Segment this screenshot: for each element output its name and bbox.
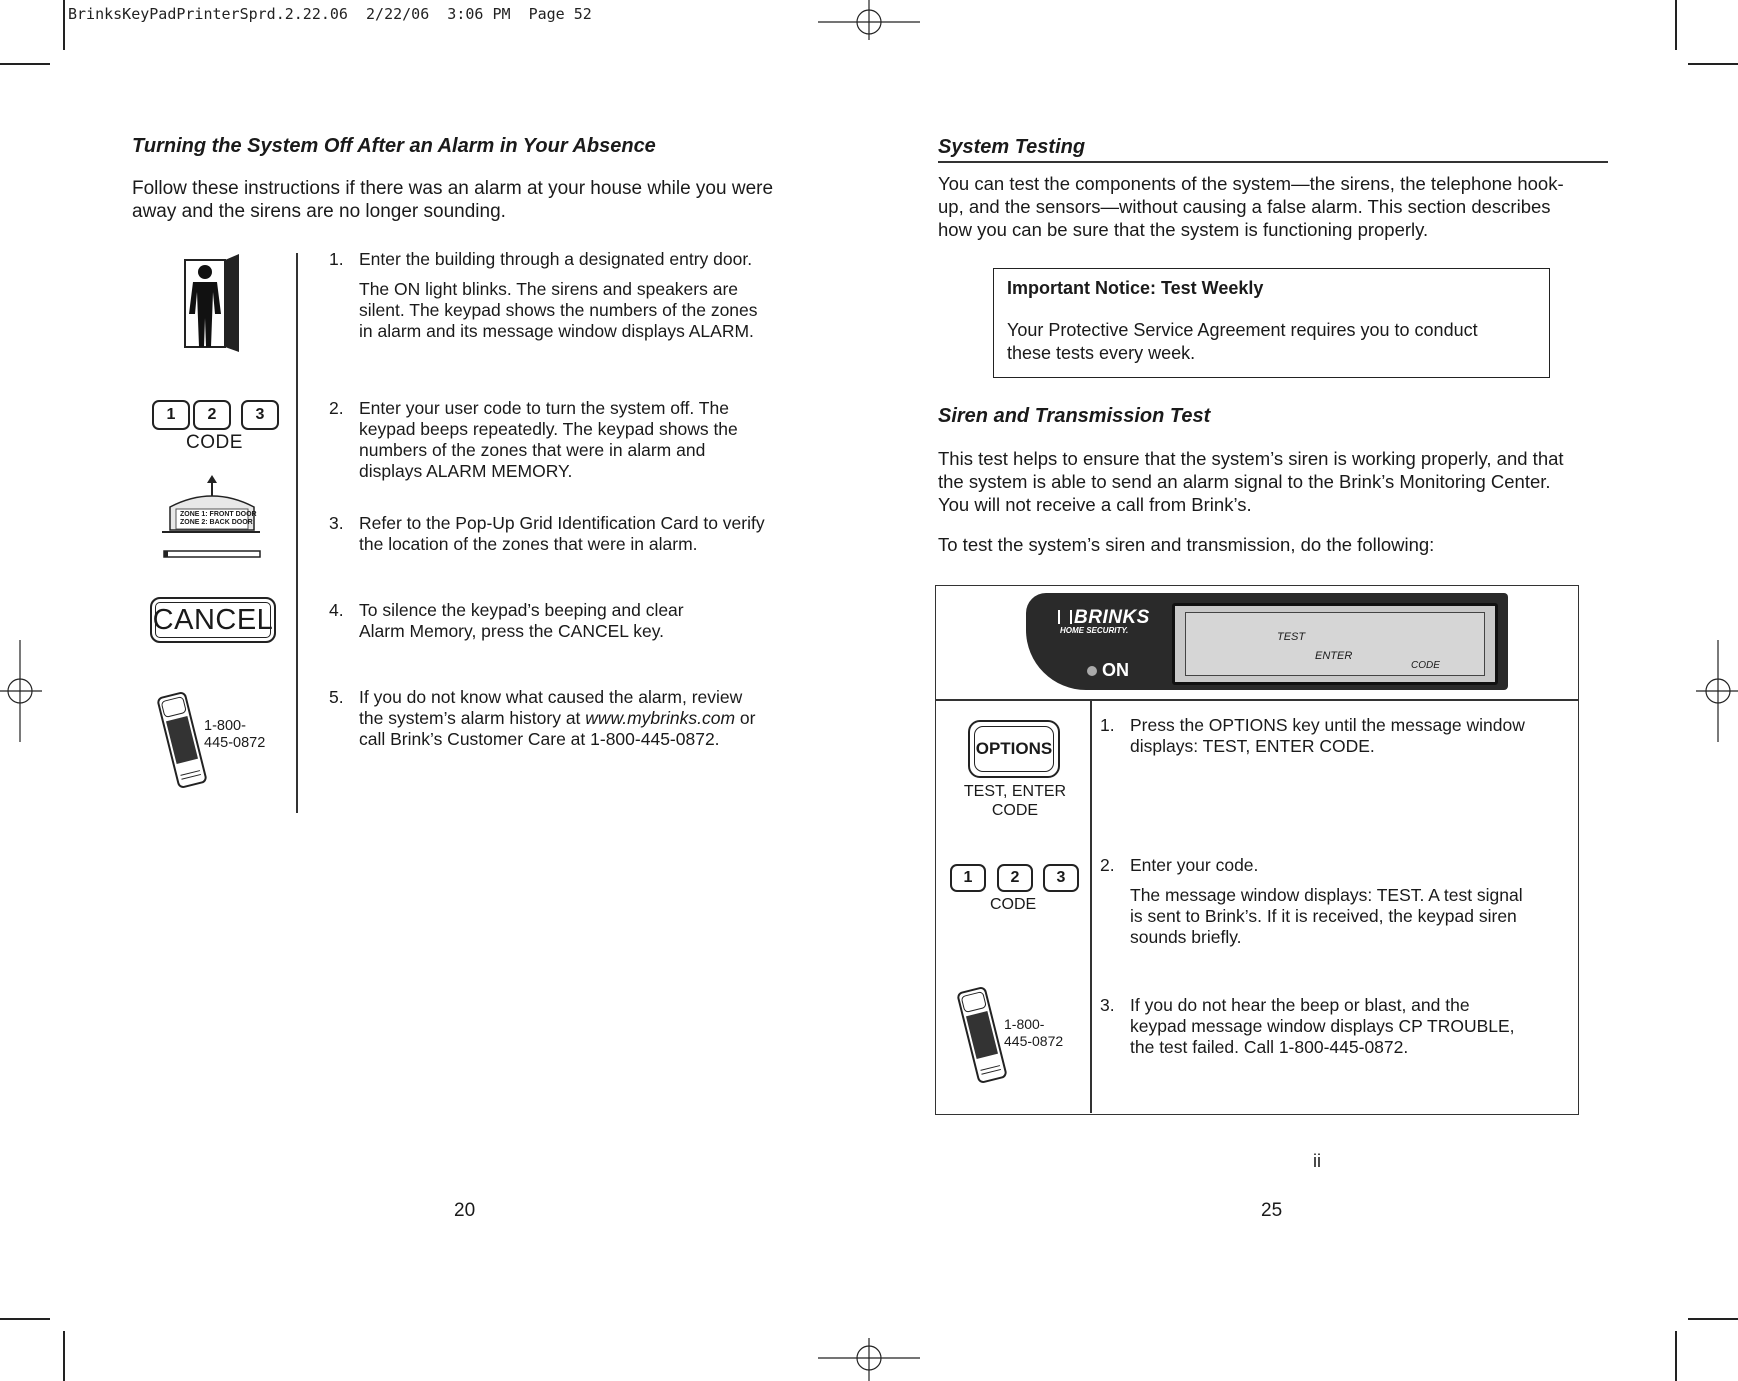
display-test: TEST <box>1277 631 1306 643</box>
key-3: 3 <box>1043 864 1079 892</box>
on-label: ON <box>1102 660 1129 680</box>
options-caption: TEST, ENTER CODE <box>963 783 1067 819</box>
crop-mark <box>1675 1331 1677 1381</box>
siren-test-heading: Siren and Transmission Test <box>938 405 1211 427</box>
registration-mark-top <box>818 0 920 40</box>
person-entering-door-icon <box>175 252 255 357</box>
cancel-key: CANCEL <box>150 597 276 643</box>
notice-body: Your Protective Service Agreement requires you to conduct these tests every week. <box>1007 320 1478 363</box>
registration-mark-bottom <box>818 1338 920 1381</box>
key-2: 2 <box>193 400 231 430</box>
phone-number-right: 1-800- 445-0872 <box>1004 1016 1064 1049</box>
registration-mark-left <box>0 640 42 742</box>
brinks-logo-sub: HOME SECURITY. <box>1060 626 1129 635</box>
key-1: 1 <box>152 400 190 430</box>
panel-divider-h <box>935 699 1578 701</box>
page-number-left: 20 <box>454 1200 476 1221</box>
panel-divider-v <box>1090 700 1092 1113</box>
code-label: CODE <box>186 432 243 453</box>
crop-mark <box>0 1318 50 1320</box>
key-2: 2 <box>997 864 1033 892</box>
phone-number-left: 1-800- 445-0872 <box>204 718 266 751</box>
registration-mark-right <box>1696 640 1738 742</box>
siren-test-lead: To test the system’s siren and transmission, do the following: <box>938 534 1435 555</box>
important-notice-box <box>993 268 1550 378</box>
key-3: 3 <box>241 400 279 430</box>
notice-title: Important Notice: Test Weekly <box>1007 278 1264 298</box>
brinks-logo: BRINKS <box>1058 607 1150 629</box>
display-enter: ENTER <box>1315 650 1353 662</box>
left-page-heading: Turning the System Off After an Alarm in Your Absence <box>132 135 656 157</box>
right-intro: You can test the components of the system—the sirens, the telephone hook- up, and the sensors—without causing a false alarm. This section describes how you can be sure that the system is functioning properly. <box>938 173 1564 240</box>
printer-slug: BrinksKeyPadPrinterSprd.2.22.06 2/22/06 3:06 PM Page 52 <box>68 5 592 23</box>
crop-mark <box>63 0 65 50</box>
phone-icon <box>955 985 1010 1085</box>
message-window <box>1172 603 1498 685</box>
options-key: OPTIONS <box>968 720 1060 778</box>
right-page-heading: System Testing <box>938 136 1086 158</box>
code-label: CODE <box>990 896 1037 913</box>
key-1: 1 <box>950 864 986 892</box>
on-light-indicator <box>1087 666 1097 676</box>
column-divider <box>296 253 298 813</box>
heading-rule <box>938 161 1608 163</box>
crop-mark <box>1675 0 1677 50</box>
zone-card-text: ZONE 1: FRONT DOOR ZONE 2: BACK DOOR <box>180 511 257 526</box>
crop-mark <box>0 63 50 65</box>
crop-mark <box>63 1331 65 1381</box>
phone-icon <box>155 690 210 790</box>
page-number-right: 25 <box>1261 1200 1283 1221</box>
left-intro: Follow these instructions if there was an alarm at your house while you were away and the sirens are no longer sounding. <box>132 178 774 222</box>
roman-page-number: ii <box>1313 1151 1321 1171</box>
crop-mark <box>1688 1318 1738 1320</box>
crop-mark <box>1688 63 1738 65</box>
keypad-device <box>1026 593 1508 690</box>
siren-test-intro: This test helps to ensure that the system’s siren is working properly, and that the system is able to send an alarm signal to the Brink’s Monitoring Center. You will not receive a call from Brink’s. <box>938 448 1564 515</box>
website-link[interactable]: www.mybrinks.com <box>585 708 736 728</box>
display-code: CODE <box>1411 660 1440 671</box>
